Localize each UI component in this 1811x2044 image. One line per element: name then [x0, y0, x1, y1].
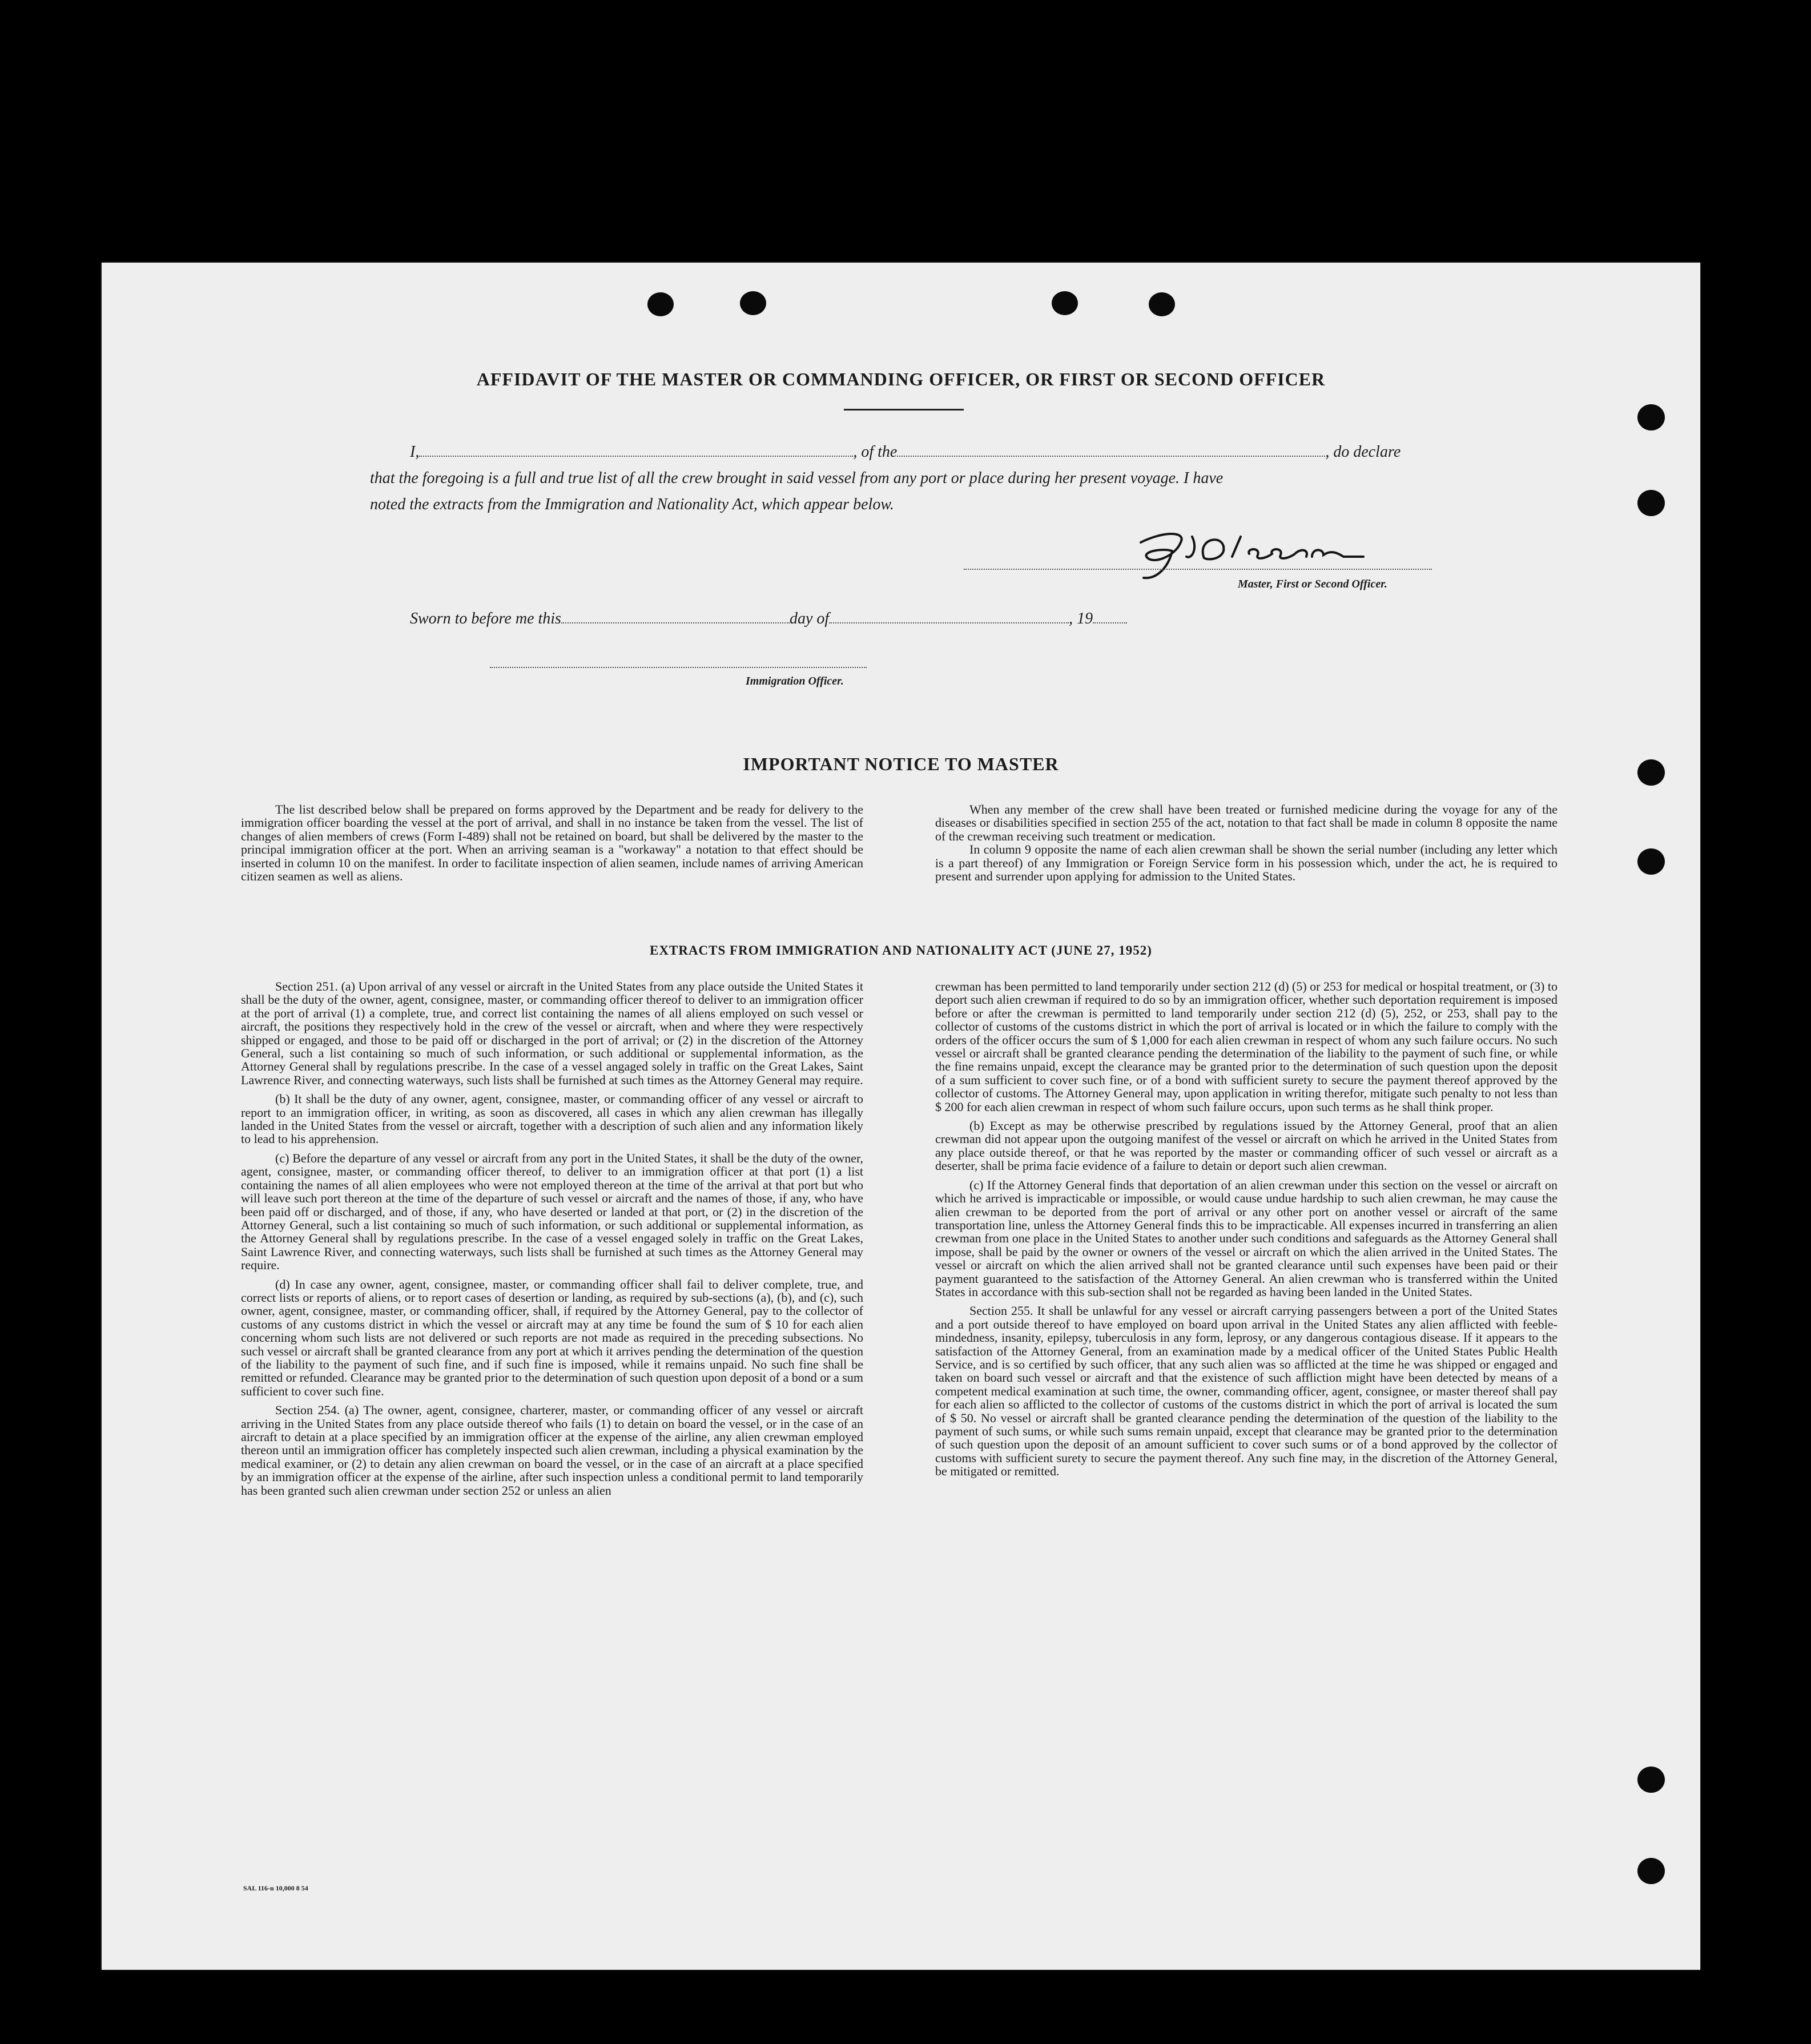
i-label: I, — [410, 443, 420, 461]
sworn-label: Sworn to before me this — [410, 610, 561, 627]
extract-paragraph: (c) Before the departure of any vessel or aircraft from any port in the United States, it shall be the duty of the owner, agent, consignee, master, or commanding officer thereof, to deliver to an immigration officer at that port (1) a list containing the names of all alien employees who were not employed thereon at the time of the arrival at that port but who will leave such port thereon at the time of the departure of such vessel or aircraft and the names of those, if any, who have been paid off or discharged, and of those, if any, who have deserted or landed at that port, or (2) in the discretion of the Attorney General, such a list containing so much of such information, or such additional or supplemental information, as the Attorney General shall by regulations prescribe. In the case of a vessel engaged solely in traffic on the Great Lakes, Saint Lawrence River, and connecting waterways, such lists shall be furnished at such times as the Attorney General may require. — [241, 1150, 863, 1273]
punch-hole — [1637, 1767, 1665, 1793]
name-field[interactable] — [419, 443, 853, 457]
declaration-line-1 — [410, 443, 1400, 461]
notice-right-column — [935, 803, 1558, 883]
sworn-month-field[interactable] — [829, 610, 1069, 623]
vessel-field[interactable] — [897, 443, 1325, 457]
punch-hole — [740, 291, 766, 315]
punch-hole — [1052, 291, 1078, 315]
extract-paragraph: crewman has been permitted to land temporarily under section 212 (d) (5) or 253 for medical or hospital treatment, or (3) to deport such alien crewman if required to do so by an immigration officer, whether such deportation requirement is imposed before or after the crewman is permitted to land temporarily under section 212 (d) (5), 252, or 253, shall pay to the collector of customs of the customs district in which the port of arrival is located or in which the failure to comply with the orders of the officer occurs the sum of $ 1,000 for each alien crewman in respect of whom any such failure occurs. No such vessel or aircraft shall be granted clearance pending the determination of the liability to the payment of such fine, or while the fine remains unpaid, except the clearance may be granted prior to the determination of such question upon the deposit of a sum sufficient to cover such fine, or of a bond with sufficient surety to secure the payment thereof approved by the collector of customs. The Attorney General may, upon application in writing therefor, mitigate such penalty to not less than $ 200 for each alien crewman in respect of whom such failure occurs, upon such terms as he shall think proper. — [935, 979, 1558, 1114]
notice-right-paragraph: In column 9 opposite the name of each alien crewman shall be shown the serial number (including any letter which is a part thereof) of any Immigration or Foreign Service form in his possession which, under the act, he is required to present and surrender upon applying for admission to the United States. — [935, 842, 1558, 884]
affidavit-title: AFFIDAVIT OF THE MASTER OR COMMANDING OFFICER, OR FIRST OR SECOND OFFICER — [476, 369, 1326, 389]
sworn-line — [410, 610, 1127, 628]
year-label: , 19 — [1069, 610, 1093, 627]
punch-hole — [1637, 848, 1665, 875]
do-declare-label: , do declare — [1325, 443, 1401, 461]
extract-paragraph: (b) It shall be the duty of any owner, agent, consignee, master, or commanding officer of any vessel or aircraft to report to an immigration officer, in writing, as soon as discovered, all cases in which any alien crewman has illegally landed in the United States from the vessel or aircraft, together with a description of such alien and any information likely to lead to his apprehension. — [241, 1092, 863, 1146]
signature-line[interactable] — [964, 569, 1432, 570]
declaration-line-3: noted the extracts from the Immigration and Nationality Act, which appear below. — [370, 496, 894, 513]
notice-title: IMPORTANT NOTICE TO MASTER — [743, 754, 1059, 774]
punch-hole — [1149, 292, 1175, 316]
extracts-left-column — [241, 980, 863, 1497]
of-the-label: , of the — [853, 443, 898, 461]
punch-hole — [647, 292, 674, 316]
signature — [1118, 525, 1375, 582]
extract-paragraph: (d) In case any owner, agent, consignee, master, or commanding officer shall fail to deliver complete, true, and correct lists or reports of aliens, or to report cases of desertion or landing, as required by sub-sections (a), (b), and (c), such owner, agent, consignee, master, or commanding officer, shall, if required by the Attorney General, pay to the collector of customs of any customs district in which the vessel or aircraft may at any time be found the sum of $ 10 for each alien concerning whom such lists are not delivered or such reports are not made as required in the preceding subsections. No such vessel or aircraft shall be granted clearance from any port at which it arrives pending the determination of the question of the liability to the payment of such fine, and if such fine is imposed, while it remains unpaid. No such fine shall be remitted or refunded. Clearance may be granted prior to the determination of such question upon deposit of a bond or a sum sufficient to cover such fine. — [241, 1277, 863, 1398]
document-page — [102, 263, 1700, 1970]
officer-caption: Immigration Officer. — [746, 675, 844, 687]
sworn-year-field[interactable] — [1093, 610, 1127, 623]
punch-hole — [1637, 490, 1665, 516]
extract-paragraph: Section 254. (a) The owner, agent, consignee, charterer, master, or commanding officer of any vessel or aircraft arriving in the United States from any place outside thereof who fails (1) to detain on board the vessel, or in the case of an aircraft to detain at a place specified by an immigration officer at the expense of the airline, any alien crewman employed thereon until an immigration officer has completely inspected such alien crewman, including a physical examination by the medical examiner, or (2) to detain any alien crewman on board the vessel, or in the case of an aircraft at a place specified by an immigration officer at the expense of the airline, after such inspection unless a conditional permit to land temporarily has been granted such alien crewman under section 252 or unless an alien — [241, 1403, 863, 1498]
officer-signature-line[interactable] — [490, 667, 867, 668]
notice-left-paragraph: The list described below shall be prepared on forms approved by the Department and be ready for delivery to the immigration officer boarding the vessel at the port of arrival, and shall in no instance be taken from the vessel. The list of changes of alien members of crews (Form I-489) shall not be retained on board, but shall be delivered by the master to the principal immigration officer at the port. When an arriving seaman is a "workaway" a notation to that effect should be inserted in column 10 on the manifest. In order to facilitate inspection of alien seamen, include names of arriving American citizen seamen as well as aliens. — [241, 802, 863, 884]
sworn-day-field[interactable] — [561, 610, 790, 623]
day-of-label: day of — [789, 610, 830, 627]
signature-caption: Master, First or Second Officer. — [1238, 578, 1387, 590]
form-footer-code: SAL 116-n 10,000 8 54 — [243, 1884, 308, 1892]
extracts-right-column — [935, 980, 1558, 1478]
declaration-line-2: that the foregoing is a full and true list of all the crew brought in said vessel from any port or place during her present voyage. I have — [370, 469, 1224, 487]
punch-hole — [1637, 404, 1665, 430]
notice-right-paragraph: When any member of the crew shall have been treated or furnished medicine during the voyage for any of the diseases or disabilities specified in section 255 of the act, notation to that fact shall be made in column 8 opposite the name of the crewman receiving such treatment or medication. — [935, 802, 1558, 843]
extract-paragraph: (c) If the Attorney General finds that deportation of an alien crewman under this section on the vessel or aircraft on which he arrived is impracticable or impossible, or would cause undue hardship to such alien crewman, he may cause the alien crewman to be deported from the port of arrival or any other port on another vessel or aircraft of the same transportation line, unless the Attorney General finds this to be impracticable. All expenses incurred in transferring an alien crewman from one place in the United States to another under such conditions and safeguards as the Attorney General shall impose, shall be paid by the owner or owners of the vessel or aircraft on which the alien arrived in the United States. The vessel or aircraft on which the alien arrived shall not be granted clearance until such expenses have been paid or their payment guaranteed to the satisfaction of the Attorney General. An alien crewman who is transferred within the United States in accordance with this sub-section shall not be regarded as having been landed in the United States. — [935, 1177, 1558, 1299]
notice-left-column — [241, 803, 863, 883]
extract-paragraph: Section 255. It shall be unlawful for any vessel or aircraft carrying passengers between a port of the United States and a port outside thereof to have employed on board upon arrival in the United States any alien afflicted with feeble-mindedness, insanity, epilepsy, tuberculosis in any form, leprosy, or any dangerous contagious disease. If it appears to the satisfaction of the Attorney General, from an examination made by a medical officer of the United States Public Health Service, and is so certified by such officer, that any such alien was so afflicted at the time he was shipped or engaged and taken on board such vessel or aircraft and that the existence of such affliction might have been detected by means of a competent medical examination at such time, the owner, commanding officer, agent, consignee, or master thereof shall pay for each alien so afflicted to the collector of customs of the customs district in which the port of arrival is located the sum of $ 50. No vessel or aircraft shall be granted clearance pending the determination of the question of the liability to the payment of such sums, or while such sums remain unpaid, except that clearance may be granted prior to the determination of such question upon the deposit of an amount sufficient to cover such sums or of a bond approved by the collector of customs with sufficient surety to secure the payment thereof. Any such fine may, in the discretion of the Attorney General, be mitigated or remitted. — [935, 1303, 1558, 1479]
title-rule — [844, 409, 964, 411]
extracts-title: EXTRACTS FROM IMMIGRATION AND NATIONALITY ACT (JUNE 27, 1952) — [650, 943, 1152, 957]
punch-hole — [1637, 1858, 1665, 1884]
extract-paragraph: Section 251. (a) Upon arrival of any vessel or aircraft in the United States from any place outside the United States it shall be the duty of the owner, agent, consignee, master, or commanding officer thereof to deliver to an immigration officer at the port of arrival (1) a complete, true, and correct list containing the names of all aliens employed on such vessel or aircraft, the positions they respectively hold in the crew of the vessel or aircraft, when and where they were respectively shipped or engaged, and those to be paid off or discharged in the port of arrival; or (2) in the discretion of the Attorney General, such a list containing so much of such information, or such additional or supplemental information, as the Attorney General shall by regulations prescribe. In the case of a vessel angaged solely in traffic on the Great Lakes, Saint Lawrence River, and connecting waterways, such lists shall be furnished at such times as the Attorney General may require. — [241, 979, 863, 1087]
extract-paragraph: (b) Except as may be otherwise prescribed by regulations issued by the Attorney General, proof that an alien crewman did not appear upon the outgoing manifest of the vessel or aircraft on which he arrived in the United States from any place outside thereof, or that he was reported by the master or commanding officer of such vessel or aircraft as a deserter, shall be prima facie evidence of a failure to detain or deport such alien crewman. — [935, 1118, 1558, 1173]
